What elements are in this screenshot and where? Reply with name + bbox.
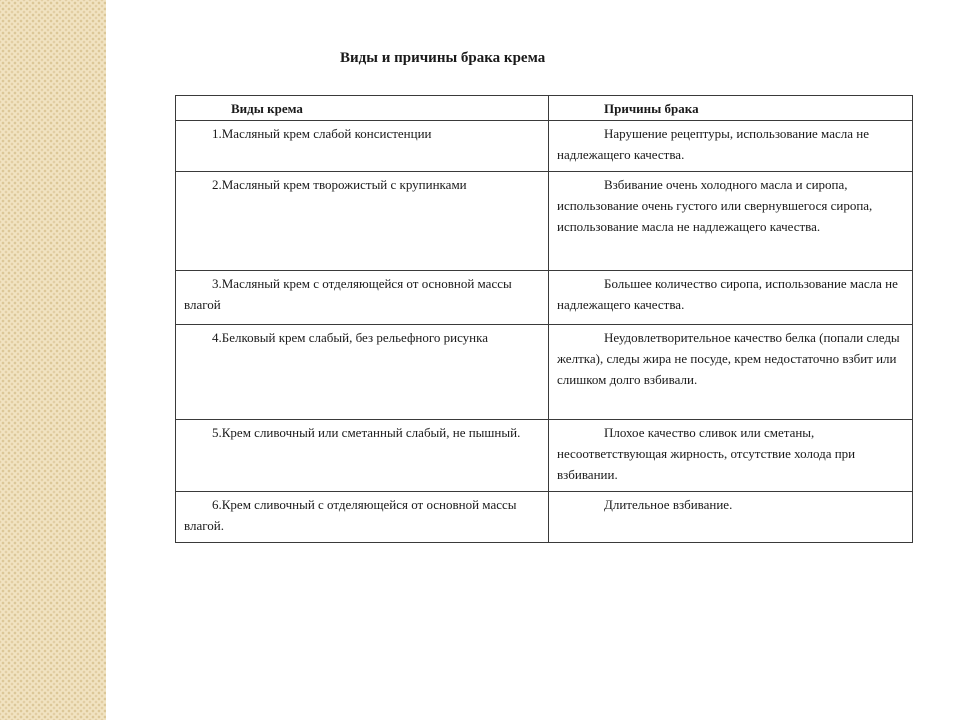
slide-title: Виды и причины брака крема — [340, 50, 546, 66]
defect-reason-text: Большее количество сиропа, использование масла не надлежащего качества. — [557, 276, 898, 312]
cream-kind-text: 4.Белковый крем слабый, без рельефного рисунка — [212, 330, 489, 345]
header-cream-types: Виды крема — [176, 96, 549, 121]
defect-reason-cell — [549, 172, 913, 271]
table-row — [176, 492, 913, 543]
header-defect-causes: Причины брака — [549, 96, 913, 121]
defect-reason-text: Неудовлетворительное качество белка (попали следы желтка), следы жира не посуде, крем недостаточно взбит или слишком долго взбивали. — [557, 330, 900, 387]
cream-kind-text: 2.Масляный крем творожистый с крупинками — [212, 177, 467, 192]
defect-reason-text: Плохое качество сливок или сметаны, несоответствующая жирность, отсутствие холода при взбивании. — [557, 425, 856, 482]
cream-kind-cell — [176, 172, 549, 271]
cream-kind-cell — [176, 121, 549, 172]
defect-reason-text: Нарушение рецептуры, использование масла не надлежащего качества. — [557, 126, 869, 162]
defect-reason-cell — [549, 121, 913, 172]
table-row — [176, 172, 913, 271]
cream-kind-cell — [176, 271, 549, 325]
cream-defects-table — [175, 95, 913, 543]
table-row — [176, 325, 913, 420]
cream-kind-text: 5.Крем сливочный или сметанный слабый, не пышный. — [212, 425, 521, 440]
table-row — [176, 420, 913, 492]
table-row — [176, 121, 913, 172]
cream-kind-text: 3.Масляный крем с отделяющейся от основной массы влагой — [184, 276, 512, 312]
table-header-row — [176, 96, 913, 121]
decorative-side-strip — [0, 0, 106, 720]
cream-kind-cell — [176, 420, 549, 492]
cream-kind-text: 1.Масляный крем слабой консистенции — [212, 126, 432, 141]
defect-reason-cell — [549, 492, 913, 543]
defect-reason-cell — [549, 271, 913, 325]
defect-reason-cell — [549, 420, 913, 492]
defect-reason-text: Взбивание очень холодного масла и сиропа, использование очень густого или свернувшегося сиропа, использование масла не надлежащего качества. — [557, 177, 873, 234]
cream-kind-cell — [176, 325, 549, 420]
table-row — [176, 271, 913, 325]
defect-reason-cell — [549, 325, 913, 420]
cream-kind-text: 6.Крем сливочный с отделяющейся от основной массы влагой. — [184, 497, 517, 533]
cream-kind-cell — [176, 492, 549, 543]
defect-reason-text: Длительное взбивание. — [604, 497, 733, 512]
